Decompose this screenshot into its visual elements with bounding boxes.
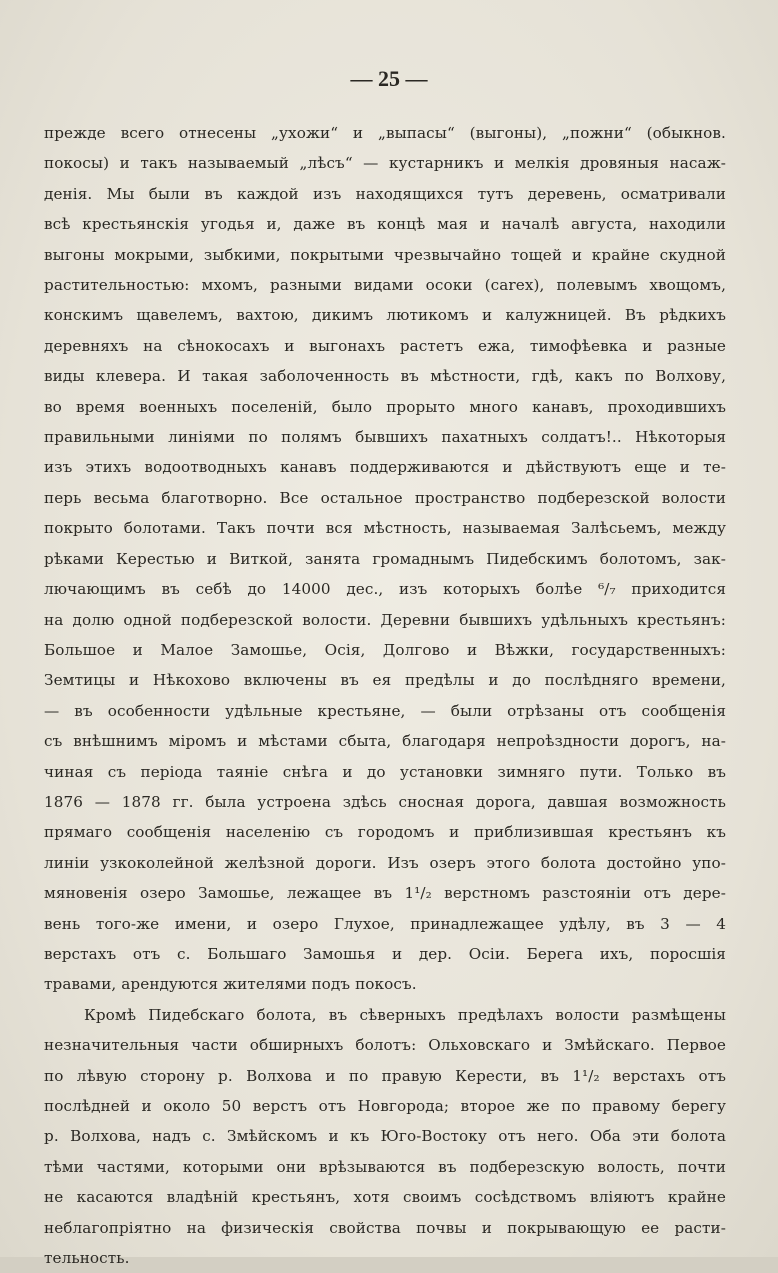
text-line: по лѣвую сторону р. Волхова и по правую Керести, въ 1¹/₂ верстахъ отъ	[44, 1066, 726, 1085]
text-line: неблагопріятно на физическія свойства почвы и покрывающую ее расти-	[44, 1218, 726, 1237]
text-line: верстахъ отъ с. Большаго Замошья и дер. Осіи. Берега ихъ, поросшія	[44, 944, 726, 963]
text-line: мяновенія озеро Замошье, лежащее въ 1¹/₂ верстномъ разстояніи отъ дере-	[44, 884, 726, 903]
text-line: всѣ крестьянскія угодья и, даже въ концѣ мая и началѣ августа, находили	[44, 215, 726, 234]
text-line: прежде всего отнесены „ухожи“ и „выпасы“ (выгоны), „пожни“ (обыкнов.	[44, 124, 726, 142]
text-line: растительностью: мхомъ, разными видами осоки (carex), полевымъ хвощомъ,	[44, 276, 726, 295]
text-line: тѣми частями, которыми они врѣзываются въ подберезскую волость, почти	[44, 1157, 726, 1176]
text-line: 1876 — 1878 гг. была устроена здѣсь сносная дорога, давшая возможность	[44, 792, 726, 811]
body-text	[44, 118, 726, 1273]
text-line: рѣками Керестью и Виткой, занята громаднымъ Пидебскимъ болотомъ, зак-	[44, 549, 726, 568]
text-line: не касаются владѣній крестьянъ, хотя своимъ сосѣдствомъ вліяютъ крайне	[44, 1188, 726, 1207]
text-line: незначительныя части обширныхъ болотъ: Ольховскаго и Змѣйскаго. Первое	[44, 1036, 726, 1055]
text-line: Большое и Малое Замошье, Осія, Долгово и Вѣжки, государственныхъ:	[44, 640, 726, 659]
text-line: тельность.	[44, 1249, 130, 1268]
text-line: покосы) и такъ называемый „лѣсъ“ — кустарникъ и мелкія дровяныя насаж-	[44, 154, 726, 173]
text-line: изъ этихъ водоотводныхъ канавъ поддерживаются и дѣйствуютъ еще и те-	[44, 458, 726, 477]
text-line: р. Волхова, надъ с. Змѣйскомъ и къ Юго-Востоку отъ него. Оба эти болота	[44, 1127, 726, 1146]
text-line: травами, арендуются жителями подъ покосъ.	[44, 975, 417, 994]
text-line: виды клевера. И такая заболоченность въ мѣстности, гдѣ, какъ по Волхову,	[44, 367, 726, 386]
text-line: Земтицы и Нѣкохово включены въ ея предѣлы и до послѣдняго времени,	[44, 671, 726, 690]
text-line: Кромѣ Пидебскаго болота, въ сѣверныхъ предѣлахъ волости размѣщены	[84, 1005, 726, 1024]
text-line: послѣдней и около 50 верстъ отъ Новгорода; второе же по правому берегу	[44, 1097, 726, 1115]
text-line: выгоны мокрыми, зыбкими, покрытыми чрезвычайно тощей и крайне скудной	[44, 245, 726, 264]
text-line: денія. Мы были въ каждой изъ находящихся тутъ деревень, осматривали	[44, 184, 726, 203]
text-line: перь весьма благотворно. Все остальное пространство подберезской волости	[44, 488, 726, 507]
text-line: чиная съ періода таяніе снѣга и до установки зимняго пути. Только въ	[44, 762, 726, 781]
text-line: лючающимъ въ себѣ до 14000 дес., изъ которыхъ болѣе ⁶/₇ приходится	[44, 580, 726, 599]
text-line: покрыто болотами. Такъ почти вся мѣстность, называемая Залѣсьемъ, между	[44, 519, 726, 538]
text-line: съ внѣшнимъ міромъ и мѣстами сбыта, благодаря непроѣздности дорогъ, на-	[44, 732, 726, 751]
text-line: конскимъ щавелемъ, вахтою, дикимъ лютикомъ и калужницей. Въ рѣдкихъ	[44, 306, 726, 325]
text-line: деревняхъ на сѣнокосахъ и выгонахъ растетъ ежа, тимофѣевка и разные	[44, 336, 726, 355]
page-number: — 25 —	[350, 66, 428, 91]
text-line: на долю одной подберезской волости. Деревни бывшихъ удѣльныхъ крестьянъ:	[44, 610, 726, 629]
text-line: линіи узкоколейной желѣзной дороги. Изъ озеръ этого болота достойно упо-	[44, 853, 726, 872]
text-line: вень того-же имени, и озеро Глухое, принадлежащее удѣлу, въ 3 — 4	[44, 914, 726, 933]
text-line: прямаго сообщенія населенію съ городомъ и приблизившая крестьянъ къ	[44, 823, 726, 842]
text-line: правильными линіями по полямъ бывшихъ пахатныхъ солдатъ!.. Нѣкоторыя	[44, 428, 726, 447]
text-line: — въ особенности удѣльные крестьяне, — были отрѣзаны отъ сообщенія	[44, 701, 726, 720]
paragraph	[44, 1000, 726, 1273]
paragraph	[44, 118, 726, 1000]
text-line: во время военныхъ поселеній, было прорыто много канавъ, проходившихъ	[44, 397, 726, 416]
